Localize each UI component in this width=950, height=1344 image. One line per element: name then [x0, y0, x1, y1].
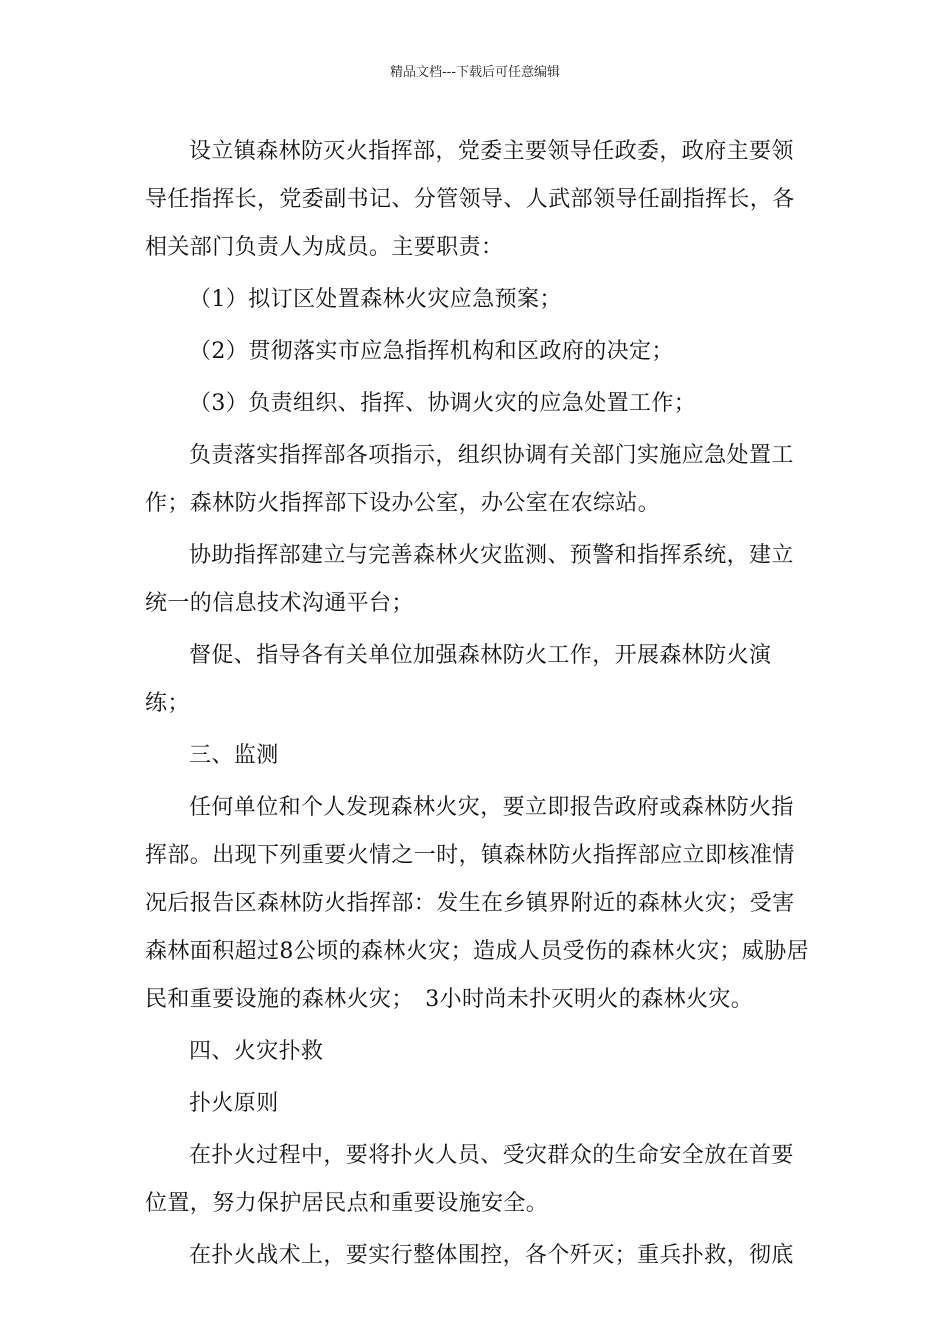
subheading-principles: 扑火原则	[189, 1091, 279, 1116]
paragraph-safety-priority: 在扑火过程中，要将扑火人员、受灾群众的生命安全放在首要位置，努力保护居民点和重要设施安全。	[145, 1143, 794, 1216]
paragraph-command-setup: 设立镇森林防灭火指挥部，党委主要领导任政委，政府主要领导任指挥长，党委副书记、分管领导、人武部领导任副指挥长，各相关部门负责人为成员。主要职责：	[145, 139, 795, 260]
paragraph-drills: 督促、指导各有关单位加强森林防火工作，开展森林防火演练；	[145, 643, 772, 716]
section-heading-firefighting: 四、火灾扑救	[189, 1039, 324, 1064]
paragraph-tactics: 在扑火战术上，要实行整体围控，各个歼灭；重兵扑救，彻底	[189, 1243, 794, 1268]
section-heading-monitoring: 三、监测	[189, 743, 279, 768]
document-body	[145, 128, 810, 1284]
paragraph-duty-2: （2）贯彻落实市应急指挥机构和区政府的决定；	[189, 339, 674, 364]
paragraph-monitoring-system: 协助指挥部建立与完善森林火灾监测、预警和指挥系统，建立统一的信息技术沟通平台；	[145, 543, 794, 616]
paragraph-reporting: 任何单位和个人发现森林火灾，要立即报告政府或森林防火指挥部。出现下列重要火情之一时，镇森林防火指挥部应立即核准情况后报告区森林防火指挥部：发生在乡镇界附近的森林火灾；受害森林面积超过8公顷的森林火灾；造成人员受伤的森林火灾；威胁居民和重要设施的森林火灾； 3小时尚未扑灭明火的森林火灾。	[145, 795, 809, 1012]
page-header: 精品文档---下载后可任意编辑	[389, 65, 561, 80]
paragraph-office: 负责落实指挥部各项指示，组织协调有关部门实施应急处置工作；森林防火指挥部下设办公室，办公室在农综站。	[145, 443, 794, 516]
paragraph-duty-1: （1）拟订区处置森林火灾应急预案；	[189, 287, 562, 312]
paragraph-duty-3: （3）负责组织、指挥、协调火灾的应急处置工作；	[189, 391, 697, 416]
